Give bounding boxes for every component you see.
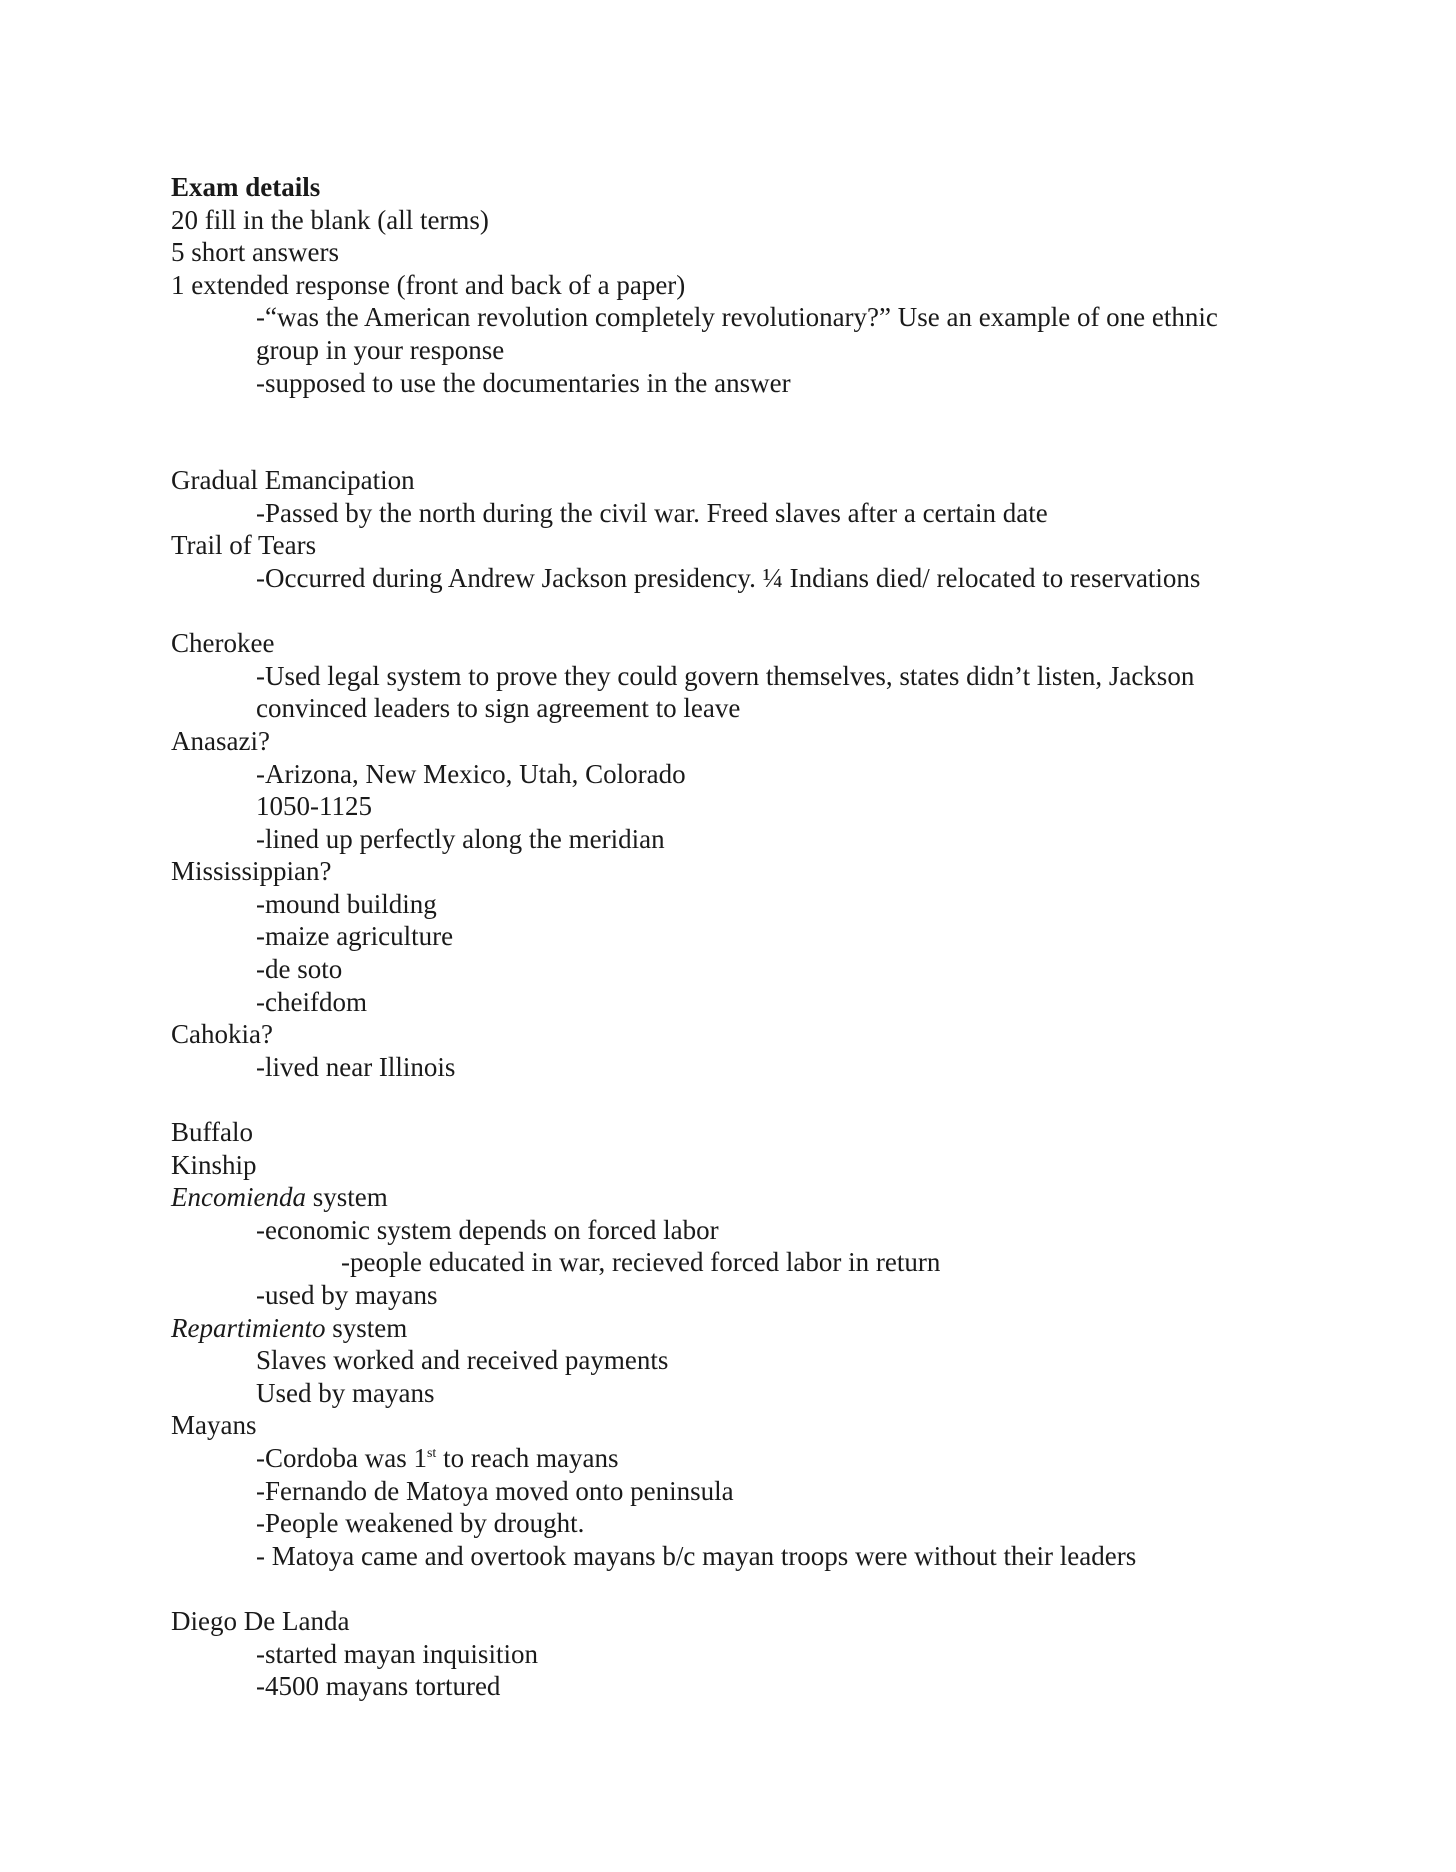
term-note: -maize agriculture [256,921,454,952]
term-title-italic: Repartimiento [171,1312,326,1343]
term-note: -Passed by the north during the civil war. Freed slaves after a certain date [256,497,1048,528]
cordoba-text: -Cordoba was 1 [256,1442,427,1473]
term-note: -economic system depends on forced labor [256,1214,719,1245]
ordinal-suffix: st [426,1445,437,1461]
term-note: -Arizona, New Mexico, Utah, Colorado [256,758,686,789]
term-note: convinced leaders to sign agreement to leave [256,693,741,724]
exam-item: 1 extended response (front and back of a paper) [171,269,686,300]
exam-item: 20 fill in the blank (all terms) [171,204,489,235]
spacer [171,399,1321,464]
cordoba-text-rest: to reach mayans [436,1442,619,1473]
term-note: -People weakened by drought. [256,1508,585,1539]
term-title: Mississippian? [171,856,332,887]
term-note: -lived near Illinois [256,1051,456,1082]
exam-item: 5 short answers [171,237,339,268]
exam-detail: -“was the American revolution completely revolutionary?” Use an example of one ethnic [256,302,1218,333]
term-title: Buffalo [171,1117,253,1148]
term-note: - Matoya came and overtook mayans b/c mayan troops were without their leaders [256,1540,1137,1571]
term-note [171,1442,1321,1475]
term-note: Used by mayans [256,1377,435,1408]
term-subnote: -people educated in war, recieved forced labor in return [341,1247,941,1278]
exam-heading: Exam details [171,172,321,202]
term-title-italic: Encomienda [171,1182,306,1213]
term-title-rest: system [305,1182,388,1213]
term-note: -de soto [256,954,343,985]
spacer [171,595,1321,628]
term-note: -started mayan inquisition [256,1638,538,1669]
term-title: Trail of Tears [171,530,317,561]
term-note: 1050-1125 [256,791,372,822]
exam-detail: -supposed to use the documentaries in the answer [256,367,791,398]
term-note: -4500 mayans tortured [256,1671,501,1702]
notes-page [171,171,1321,1703]
term-title [171,1312,1321,1345]
term-note: -cheifdom [256,986,367,1017]
term-note: -mound building [256,888,437,919]
term-note: -Occurred during Andrew Jackson presidency. ¼ Indians died/ relocated to reservations [256,562,1201,593]
term-title-rest: system [325,1312,408,1343]
term-title: Cahokia? [171,1019,273,1050]
term-title: Mayans [171,1410,257,1441]
term-note: -Fernando de Matoya moved onto peninsula [256,1475,734,1506]
term-title: Kinship [171,1149,257,1180]
spacer [171,1572,1321,1605]
term-note: -used by mayans [256,1280,438,1310]
term-note: -lined up perfectly along the meridian [256,823,665,854]
term-title: Cherokee [171,628,275,659]
term-title: Gradual Emancipation [171,465,415,496]
exam-detail: group in your response [256,334,505,365]
term-note: Slaves worked and received payments [256,1345,669,1376]
term-note: -Used legal system to prove they could govern themselves, states didn’t listen, Jackson [256,660,1195,691]
term-title: Anasazi? [171,725,270,756]
term-title: Diego De Landa [171,1605,350,1636]
term-title [171,1181,1321,1214]
spacer [171,1083,1321,1116]
